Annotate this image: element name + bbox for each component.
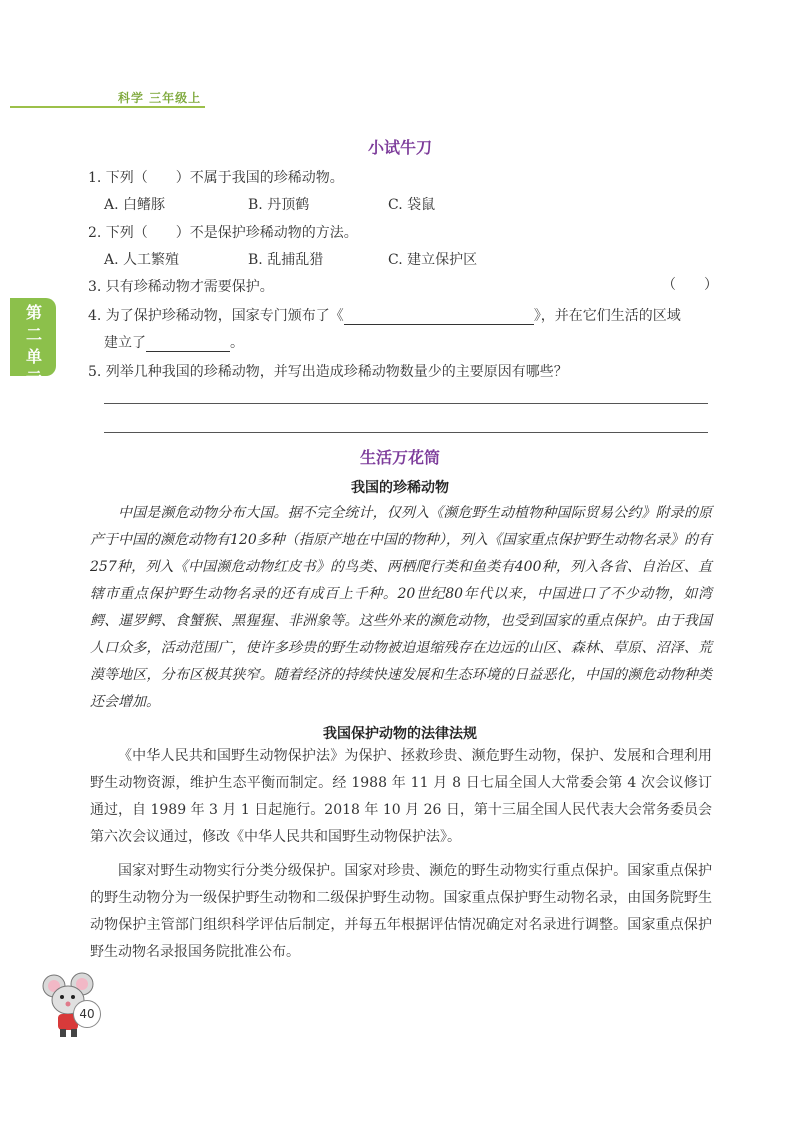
- section-title-practice: 小试牛刀: [367, 138, 432, 157]
- q4-text-3: 建立了: [104, 335, 146, 351]
- q1-option-a: A. 白鳍豚: [104, 197, 166, 213]
- section-title-life: 生活万花筒: [359, 448, 440, 467]
- q2-option-b: B. 乱捕乱猎: [248, 252, 324, 268]
- question-4: [88, 305, 681, 325]
- answer-line-2: [104, 432, 708, 433]
- paragraph-law-history: 《中华人民共和国野生动物保护法》为保护、拯救珍贵、濒危野生动物，保护、发展和合理利用野生动物资源，维护生态平衡而制定。经 1988 年 11 月 8 日七届全国人大常委会第 4 次会议修订通过，自 1989 年 3 月 1 日起施行。2018 年 10 月 26 日，第十三届全国人民代表大会常务委员会第六次会议通过，修改《中华人民共和国野生动物保护法》。: [90, 748, 712, 845]
- header-divider: [10, 106, 205, 108]
- unit-side-tab-label: 第二单元: [25, 303, 42, 388]
- q4-blank-area: [146, 335, 230, 352]
- q3-answer-paren: （ ）: [662, 277, 718, 293]
- page-number: 40: [73, 1000, 101, 1028]
- question-2: 2. 下列（ ）不是保护珍稀动物的方法。: [88, 225, 358, 241]
- question-5: 5. 列举几种我国的珍稀动物，并写出造成珍稀动物数量少的主要原因有哪些？: [88, 364, 568, 380]
- q4-text-2: 》，并在它们生活的区域: [533, 308, 681, 324]
- answer-line-1: [104, 403, 708, 404]
- question-3: 3. 只有珍稀动物才需要保护。: [88, 279, 274, 295]
- subtitle-laws: 我国保护动物的法律法规: [323, 726, 477, 742]
- question-4-cont: [104, 332, 244, 352]
- unit-side-tab: [10, 298, 56, 388]
- q4-text-4: 。: [230, 335, 244, 351]
- q1-option-c: C. 袋鼠: [388, 197, 436, 213]
- q4-blank-law: [344, 308, 534, 325]
- q2-option-a: A. 人工繁殖: [104, 252, 180, 268]
- header-subject: 科学 三年级上: [118, 91, 202, 105]
- subtitle-rare-animals: 我国的珍稀动物: [351, 480, 449, 496]
- paragraph-rare-animals: 中国是濒危动物分布大国。据不完全统计，仅列入《濒危野生动植物种国际贸易公约》附录的原产于中国的濒危动物有120多种（指原产地在中国的物种），列入《国家重点保护野生动物名录》的有257种，列入《中国濒危动物红皮书》的鸟类、两栖爬行类和鱼类有400种，列入各省、自治区、直辖市重点保护野生动物名录的还有成百上千种。20世纪80年代以来，中国进口了不少动物，如湾鳄、暹罗鳄、食蟹猴、黑猩猩、非洲象等。这些外来的濒危动物，也受到国家的重点保护。由于我国人口众多，活动范围广，使许多珍贵的野生动物被迫退缩残存在边远的山区、森林、草原、沼泽、荒漠等地区，分布区极其狭窄。随着经济的持续快速发展和生态环境的日益恶化，中国的濒危动物种类还会增加。: [90, 505, 712, 710]
- paragraph-law-classification: 国家对野生动物实行分类分级保护。国家对珍贵、濒危的野生动物实行重点保护。国家重点保护的野生动物分为一级保护野生动物和二级保护野生动物。国家重点保护野生动物名录，由国务院野生动物保护主管部门组织科学评估后制定，并每五年根据评估情况确定对名录进行调整。国家重点保护野生动物名录报国务院批准公布。: [90, 863, 712, 960]
- q1-option-b: B. 丹顶鹤: [248, 197, 310, 213]
- question-1: 1. 下列（ ）不属于我国的珍稀动物。: [88, 170, 344, 186]
- q4-text-1: 4. 为了保护珍稀动物，国家专门颁布了《: [88, 308, 344, 324]
- q2-option-c: C. 建立保护区: [388, 252, 478, 268]
